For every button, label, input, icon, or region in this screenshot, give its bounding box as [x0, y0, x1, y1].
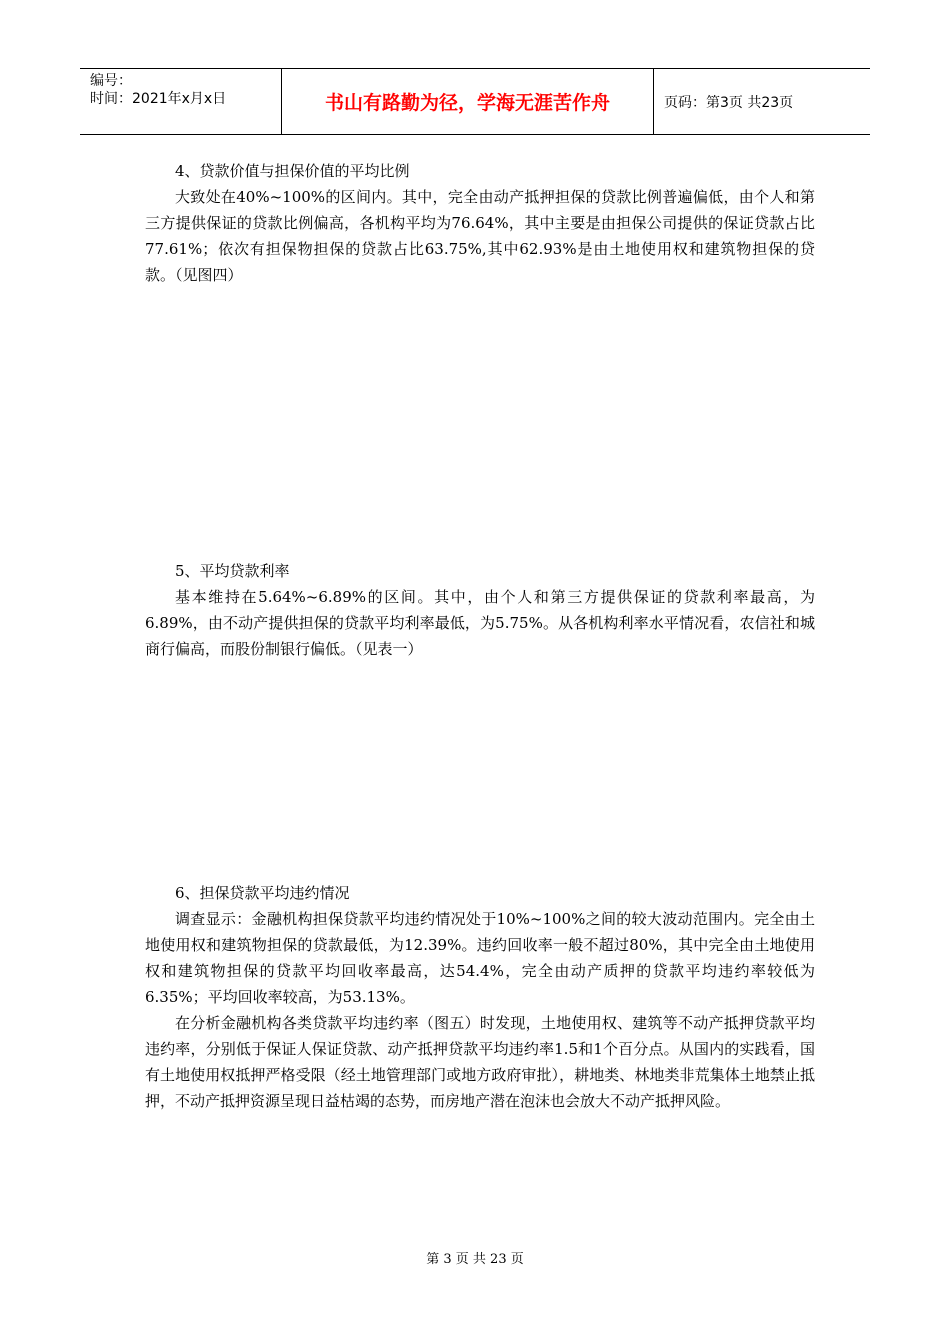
section-paragraph: 基本维持在5.64%~6.89%的区间。其中，由个人和第三方提供保证的贷款利率最高，为6.89%，由不动产提供担保的贷款平均利率最低，为5.75%。从各机构利率水平情况看，农信社和城商行偏高，而股份制银行偏低。（见表一）	[145, 588, 815, 658]
section-heading: 4、贷款价值与担保价值的平均比例	[175, 162, 410, 180]
section-loan-value-ratio	[145, 158, 815, 288]
page-footer: 第 3 页 共 23 页	[426, 1252, 524, 1267]
section-heading: 6、担保贷款平均违约情况	[175, 884, 350, 902]
page-header	[80, 68, 870, 135]
header-meta	[80, 69, 282, 134]
section-heading: 5、平均贷款利率	[175, 562, 290, 580]
section-paragraph: 大致处在40%~100%的区间内。其中，完全由动产抵押担保的贷款比例普遍偏低，由个人和第三方提供保证的贷款比例偏高，各机构平均为76.64%，其中主要是由担保公司提供的保证贷款占比77.61%；依次有担保物担保的贷款占比63.75%,其中62.93%是由土地使用权和建筑物担保的贷款。（见图四）	[145, 188, 815, 284]
section-paragraph: 在分析金融机构各类贷款平均违约率（图五）时发现，土地使用权、建筑等不动产抵押贷款平均违约率，分别低于保证人保证贷款、动产抵押贷款平均违约率1.5和1个百分点。从国内的实践看，国有土地使用权抵押严格受限（经土地管理部门或地方政府审批），耕地类、林地类非荒集体土地禁止抵押，不动产抵押资源呈现日益枯竭的态势，而房地产潜在泡沫也会放大不动产抵押风险。	[145, 1014, 815, 1110]
document-number-label: 编号：	[90, 73, 132, 89]
section-paragraph: 调查显示：金融机构担保贷款平均违约情况处于10%~100%之间的较大波动范围内。完全由土地使用权和建筑物担保的贷款最低，为12.39%。违约回收率一般不超过80%，其中完全由土地使用权和建筑物担保的贷款平均回收率最高，达54.4%，完全由动产质押的贷款平均违约率较低为6.35%；平均回收率较高，为53.13%。	[145, 910, 815, 1006]
header-motto: 书山有路勤为径，学海无涯苦作舟	[282, 69, 654, 134]
document-date: 时间：2021年x月x日	[90, 91, 227, 107]
section-default-situation	[145, 880, 815, 1114]
section-average-interest-rate	[145, 558, 815, 662]
header-page-info: 页码：第3页 共23页	[664, 94, 794, 111]
